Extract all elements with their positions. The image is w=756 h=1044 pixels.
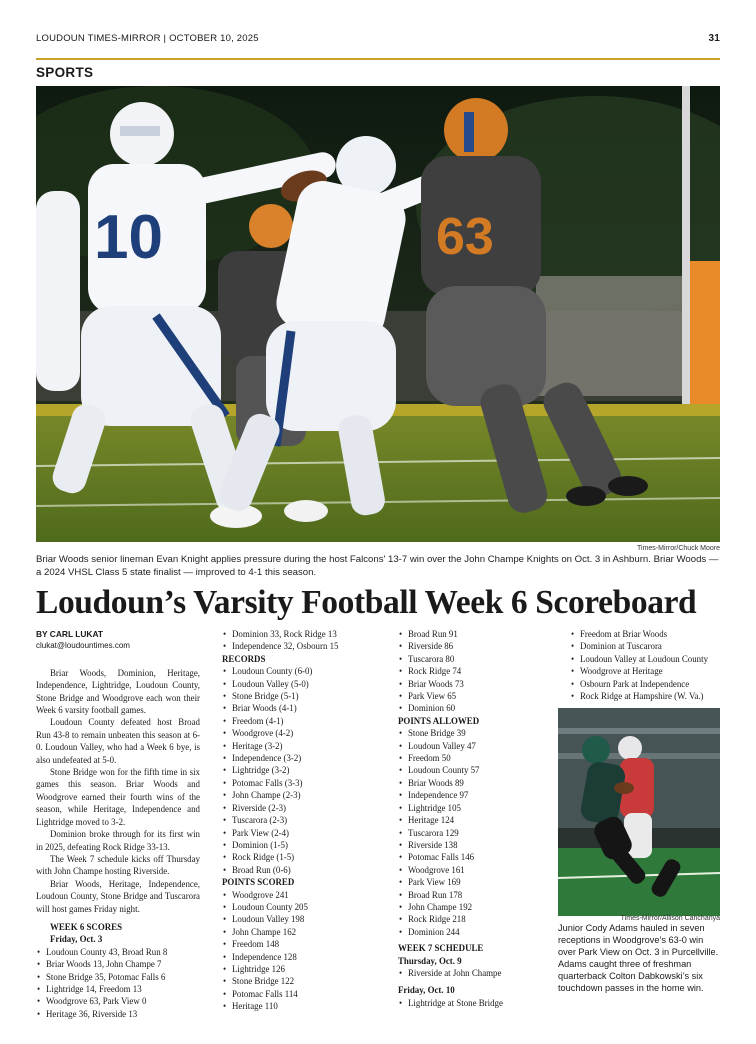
points-allowed-item: • Loudoun Valley 47 bbox=[398, 740, 553, 752]
record-item: • John Champe (2-3) bbox=[222, 789, 382, 801]
masthead-separator: | bbox=[163, 33, 167, 44]
score-item: • Dominion 33, Rock Ridge 13 bbox=[222, 628, 382, 640]
record-item: • Tuscarora (2-3) bbox=[222, 814, 382, 826]
points-scored-item: • Park View 65 bbox=[398, 690, 553, 702]
score-item: • Loudoun County 43, Broad Run 8 bbox=[36, 946, 200, 958]
paragraph: Loudoun County defeated host Broad Run 43-8 to remain unbeaten this season at 6-0. Loudoun Valley, who had a Week 6 bye, is also undefeated at 5-0. bbox=[36, 717, 200, 765]
points-allowed-item: • Independence 97 bbox=[398, 789, 553, 801]
score-item: • Independence 32, Osbourn 15 bbox=[222, 640, 382, 652]
score-item: • Woodgrove 63, Park View 0 bbox=[36, 995, 200, 1007]
points-scored-item: • Broad Run 91 bbox=[398, 628, 553, 640]
points-allowed-item: • Briar Woods 89 bbox=[398, 777, 553, 789]
points-allowed-item: • Riverside 138 bbox=[398, 839, 553, 851]
score-item: • Briar Woods 13, John Champe 7 bbox=[36, 958, 200, 970]
week6-scores-list-cont bbox=[222, 628, 382, 653]
masthead bbox=[36, 33, 720, 47]
record-item: • Woodgrove (4-2) bbox=[222, 727, 382, 739]
points-scored-list bbox=[222, 889, 382, 1013]
paragraph: Briar Woods, Heritage, Independence, Loudoun County, Stone Bridge and Tuscarora will host games Friday night. bbox=[36, 878, 200, 914]
record-item: • Riverside (2-3) bbox=[222, 802, 382, 814]
points-allowed-item: • Park View 169 bbox=[398, 876, 553, 888]
svg-text:63: 63 bbox=[436, 208, 494, 266]
points-allowed-heading: POINTS ALLOWED bbox=[398, 715, 480, 726]
record-item: • Loudoun Valley (5-0) bbox=[222, 678, 382, 690]
record-item: • Park View (2-4) bbox=[222, 827, 382, 839]
schedule-item: • Lightridge at Stone Bridge bbox=[398, 997, 553, 1009]
schedule-item: • Riverside at John Champe bbox=[398, 967, 553, 979]
score-item: • Stone Bridge 35, Potomac Falls 6 bbox=[36, 971, 200, 983]
main-photo-credit: Times-Mirror/Chuck Moore bbox=[637, 545, 720, 552]
paragraph: Stone Bridge won for the fifth time in six games this season. Briar Woods and Woodgrove earned their fourth wins of the season, while Heritage, Independence and Lightridge moved to 3-2. bbox=[36, 767, 200, 827]
points-scored-item: • Tuscarora 80 bbox=[398, 653, 553, 665]
main-photo-caption: Briar Woods senior lineman Evan Knight applies pressure during the host Falcons' 13-7 win over the John Champe Knights on Oct. 3 in Ashburn. Briar Woods — a 2024 VHSL Class 5 state finalist — improved to 4-1 this season. bbox=[36, 554, 719, 578]
week7-friday-list-cont bbox=[570, 628, 720, 702]
record-item: • Dominion (1-5) bbox=[222, 839, 382, 851]
column-4 bbox=[570, 628, 720, 702]
paragraph: Dominion broke through for its first win in 2025, defeating Rock Ridge 33-13. bbox=[36, 829, 200, 852]
points-allowed-item: • Woodgrove 161 bbox=[398, 864, 553, 876]
points-scored-item: • Loudoun Valley 198 bbox=[222, 913, 382, 925]
secondary-photo-caption: Junior Cody Adams hauled in seven receptions in Woodgrove’s 63-0 win over Park View on Oct. 3 in Purcellville. Adams caught three of freshman quarterback Colton Dabkowski’s six touchdown passes in the home win. bbox=[558, 923, 719, 993]
schedule-item: • Freedom at Briar Woods bbox=[570, 628, 720, 640]
points-scored-list-cont bbox=[398, 628, 553, 715]
issue-date: OCTOBER 10, 2025 bbox=[169, 33, 259, 44]
points-allowed-item: • Lightridge 105 bbox=[398, 802, 553, 814]
points-scored-item: • Heritage 110 bbox=[222, 1000, 382, 1012]
record-item: • Briar Woods (4-1) bbox=[222, 702, 382, 714]
svg-text:10: 10 bbox=[94, 203, 163, 272]
points-allowed-item: • John Champe 192 bbox=[398, 901, 553, 913]
record-item: • Potomac Falls (3-3) bbox=[222, 777, 382, 789]
week6-day: Friday, Oct. 3 bbox=[50, 934, 103, 945]
publication-name: LOUDOUN TIMES-MIRROR bbox=[36, 33, 161, 44]
record-item: • Rock Ridge (1-5) bbox=[222, 851, 382, 863]
points-allowed-item: • Tuscarora 129 bbox=[398, 827, 553, 839]
points-allowed-item: • Heritage 124 bbox=[398, 814, 553, 826]
points-allowed-item: • Stone Bridge 39 bbox=[398, 727, 553, 739]
points-scored-item: • Rock Ridge 74 bbox=[398, 665, 553, 677]
records-heading: RECORDS bbox=[222, 653, 266, 664]
article-headline: Loudoun’s Varsity Football Week 6 Scoreboard bbox=[36, 584, 697, 621]
section-divider bbox=[36, 58, 720, 60]
author-email[interactable]: clukat@loudountimes.com bbox=[36, 641, 130, 651]
byline: BY CARL LUKAT bbox=[36, 629, 103, 639]
record-item: • Loudoun County (6-0) bbox=[222, 665, 382, 677]
points-scored-item: • Potomac Falls 114 bbox=[222, 988, 382, 1000]
section-label: SPORTS bbox=[36, 65, 94, 80]
week6-scores-list bbox=[36, 946, 200, 1020]
week7-thursday: Thursday, Oct. 9 bbox=[398, 955, 462, 966]
secondary-photo bbox=[558, 708, 720, 916]
points-allowed-item: • Dominion 244 bbox=[398, 926, 553, 938]
points-allowed-item: • Loudoun County 57 bbox=[398, 764, 553, 776]
points-allowed-item: • Potomac Falls 146 bbox=[398, 851, 553, 863]
schedule-item: • Loudoun Valley at Loudoun County bbox=[570, 653, 720, 665]
schedule-item: • Woodgrove at Heritage bbox=[570, 665, 720, 677]
points-scored-item: • Woodgrove 241 bbox=[222, 889, 382, 901]
points-allowed-item: • Rock Ridge 218 bbox=[398, 913, 553, 925]
points-scored-item: • Freedom 148 bbox=[222, 938, 382, 950]
score-item: • Heritage 36, Riverside 13 bbox=[36, 1008, 200, 1020]
points-scored-item: • Independence 128 bbox=[222, 951, 382, 963]
week7-friday: Friday, Oct. 10 bbox=[398, 985, 455, 996]
record-item: • Heritage (3-2) bbox=[222, 740, 382, 752]
schedule-item: • Rock Ridge at Hampshire (W. Va.) bbox=[570, 690, 720, 702]
week7-thursday-list bbox=[398, 967, 553, 979]
record-item: • Freedom (4-1) bbox=[222, 715, 382, 727]
points-allowed-list bbox=[398, 727, 553, 938]
paragraph: The Week 7 schedule kicks off Thursday with John Champe hosting Riverside. bbox=[36, 853, 200, 877]
points-scored-item: • John Champe 162 bbox=[222, 926, 382, 938]
column-1 bbox=[36, 628, 200, 1020]
week7-friday-list bbox=[398, 997, 553, 1009]
main-photo bbox=[36, 86, 720, 542]
record-item: • Broad Run (0-6) bbox=[222, 864, 382, 876]
schedule-item: • Osbourn Park at Independence bbox=[570, 678, 720, 690]
points-scored-item: • Briar Woods 73 bbox=[398, 678, 553, 690]
record-item: • Lightridge (3-2) bbox=[222, 764, 382, 776]
secondary-photo-credit: Times-Mirror/Allison Canchanya bbox=[620, 915, 720, 922]
score-item: • Lightridge 14, Freedom 13 bbox=[36, 983, 200, 995]
record-item: • Independence (3-2) bbox=[222, 752, 382, 764]
points-scored-item: • Dominion 60 bbox=[398, 702, 553, 714]
record-item: • Stone Bridge (5-1) bbox=[222, 690, 382, 702]
column-3 bbox=[398, 628, 553, 1009]
points-scored-item: • Lightridge 126 bbox=[222, 963, 382, 975]
records-list bbox=[222, 665, 382, 876]
points-scored-item: • Riverside 86 bbox=[398, 640, 553, 652]
week7-schedule-heading: WEEK 7 SCHEDULE bbox=[398, 943, 484, 954]
publication-info bbox=[36, 33, 259, 44]
points-scored-item: • Stone Bridge 122 bbox=[222, 975, 382, 987]
paragraph: Briar Woods, Dominion, Heritage, Independence, Lightridge, Loudoun County, Stone Bridge and Woodgrove each won their Week 6 varsity football games. bbox=[36, 667, 200, 716]
schedule-item: • Dominion at Tuscarora bbox=[570, 640, 720, 652]
points-allowed-item: • Broad Run 178 bbox=[398, 889, 553, 901]
points-scored-item: • Loudoun County 205 bbox=[222, 901, 382, 913]
column-2 bbox=[222, 628, 382, 1013]
points-allowed-item: • Freedom 50 bbox=[398, 752, 553, 764]
page-number: 31 bbox=[708, 33, 720, 44]
week6-scores-heading: WEEK 6 SCORES bbox=[50, 921, 123, 932]
points-scored-heading: POINTS SCORED bbox=[222, 877, 295, 888]
